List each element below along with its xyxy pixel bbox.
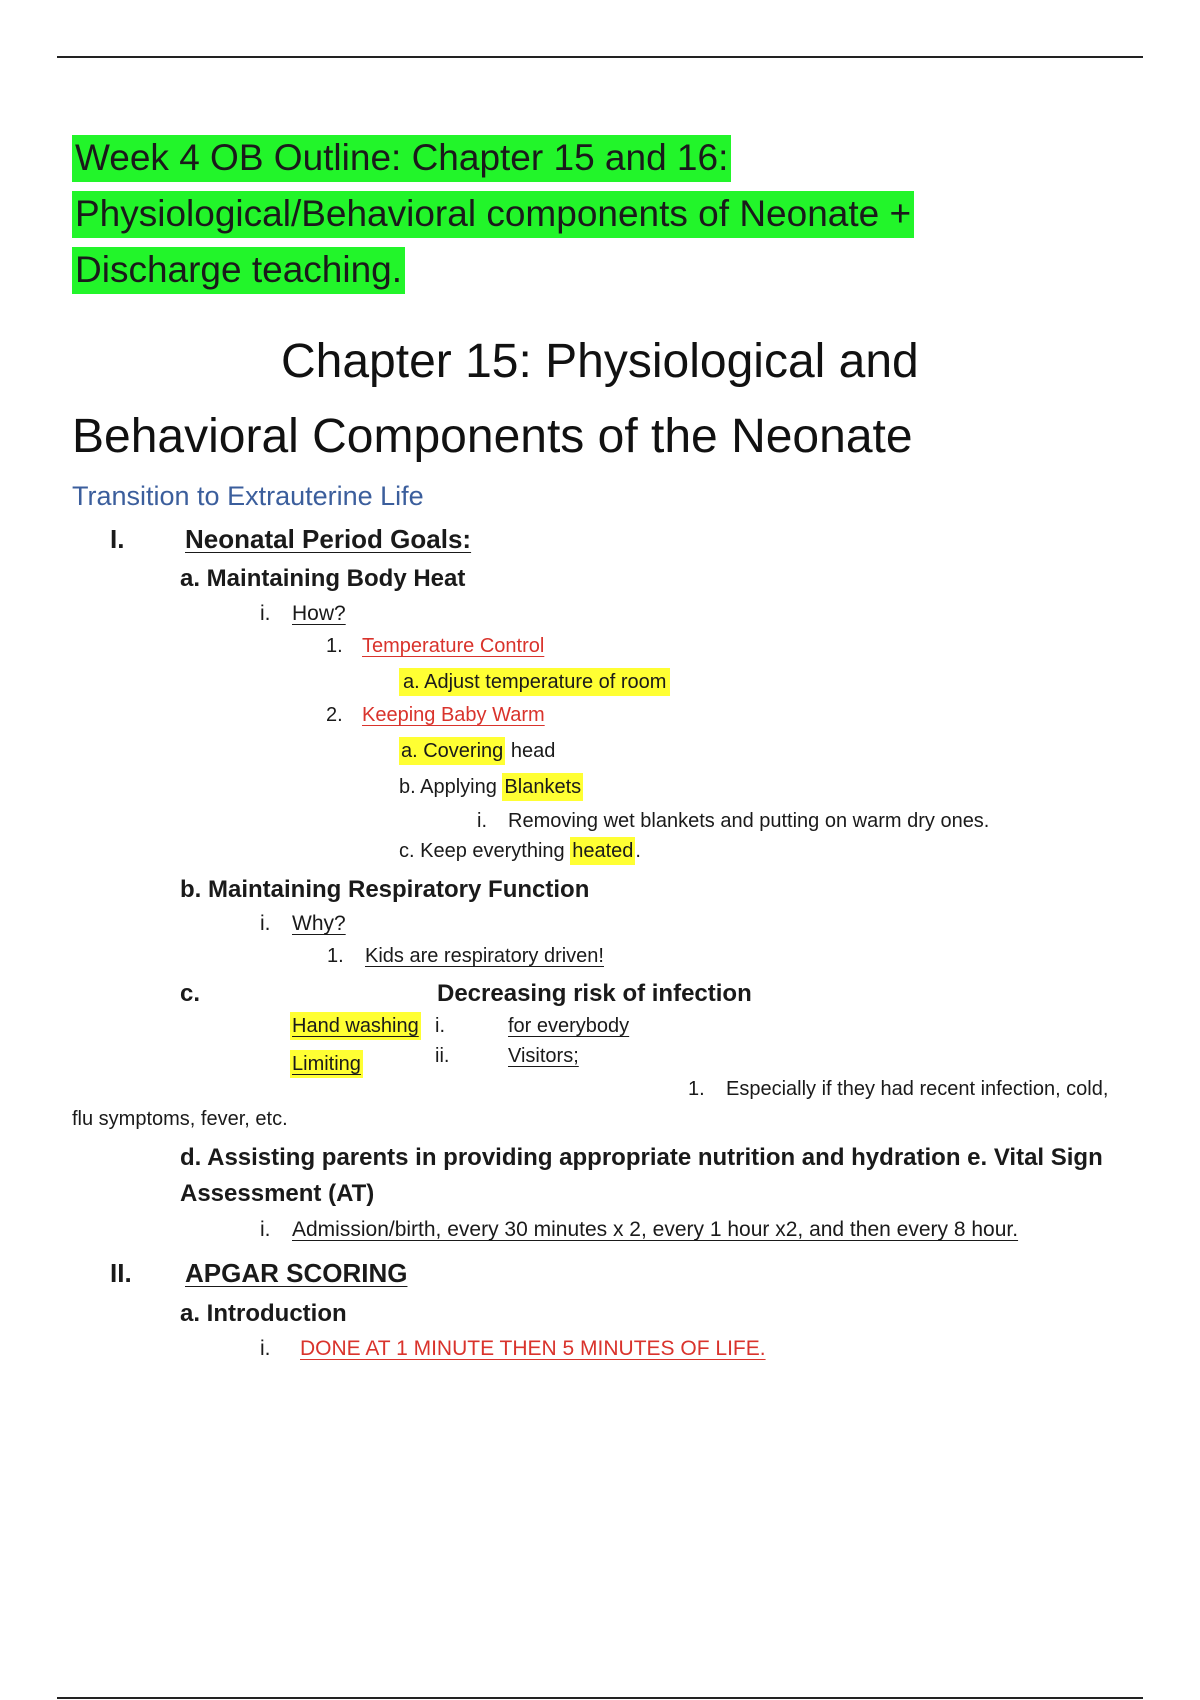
- apgar-a-title: a. Introduction: [180, 1300, 347, 1327]
- goal-a-i-text: How?: [292, 602, 346, 625]
- item-2b-i-text: Removing wet blankets and putting on warm dry ones.: [508, 810, 990, 832]
- goal-c-limit-text: Limiting: [290, 1050, 363, 1078]
- item-2c-suffix: .: [635, 840, 641, 862]
- goal-d-line-2: Assessment (AT): [180, 1180, 375, 1207]
- item-1-marker: 1.: [326, 635, 343, 657]
- goal-c-marker: c.: [180, 980, 201, 1007]
- bottom-rule: [57, 1697, 1143, 1699]
- goal-d-line-1: d. Assisting parents in providing appropriate nutrition and hydration e. Vital Sign: [180, 1144, 1103, 1171]
- goal-c-hand: [290, 1015, 421, 1038]
- item-1a: [399, 671, 670, 694]
- top-rule: [57, 56, 1143, 58]
- item-2c-highlight: heated: [570, 837, 635, 865]
- goal-c-ii-text: Visitors;: [508, 1045, 579, 1067]
- item-1a-text: a. Adjust temperature of room: [399, 668, 670, 696]
- goal-c-ii-1-marker: 1.: [688, 1078, 705, 1100]
- item-2a: [399, 740, 555, 763]
- goal-c-hand-text: Hand washing: [290, 1012, 421, 1040]
- goal-e-i-marker: i.: [260, 1218, 271, 1241]
- item-2-text: Keeping Baby Warm: [362, 704, 545, 726]
- section-2-numeral: II.: [110, 1258, 132, 1288]
- section-1-numeral: I.: [110, 524, 125, 554]
- item-2b-i-marker: i.: [477, 810, 487, 832]
- goal-c-title: Decreasing risk of infection: [437, 980, 752, 1007]
- goal-c-ii-marker: ii.: [435, 1045, 450, 1067]
- section-2-title: APGAR SCORING: [185, 1258, 408, 1288]
- title-line-2: Physiological/Behavioral components of Neonate +: [72, 191, 914, 238]
- goal-a-i-marker: i.: [260, 602, 271, 625]
- document-title: [72, 130, 914, 298]
- apgar-a-i-text: DONE AT 1 MINUTE THEN 5 MINUTES OF LIFE.: [300, 1337, 766, 1360]
- chapter-heading-line-2: Behavioral Components of the Neonate: [72, 410, 913, 463]
- goal-b-i-text: Why?: [292, 912, 346, 935]
- item-2b: [399, 776, 583, 799]
- item-2b-prefix: b. Applying: [399, 776, 503, 798]
- apgar-a-i-marker: i.: [260, 1337, 271, 1360]
- goal-c-limit: [290, 1053, 363, 1076]
- goal-b-1-marker: 1.: [327, 945, 344, 967]
- item-1-text: Temperature Control: [362, 635, 545, 657]
- title-line-1: Week 4 OB Outline: Chapter 15 and 16:: [72, 135, 731, 182]
- goal-c-i-marker: i.: [435, 1015, 445, 1037]
- title-line-3: Discharge teaching.: [72, 247, 405, 294]
- goal-c-ii-1-continued: flu symptoms, fever, etc.: [72, 1108, 288, 1130]
- goal-c-ii-1-text: Especially if they had recent infection, cold,: [726, 1078, 1109, 1100]
- goal-b-i-marker: i.: [260, 912, 271, 935]
- chapter-heading-line-1: Chapter 15: Physiological and: [281, 335, 919, 388]
- goal-b-title: b. Maintaining Respiratory Function: [180, 876, 590, 903]
- section-1-title: Neonatal Period Goals:: [185, 524, 472, 554]
- item-2b-highlight: Blankets: [502, 773, 583, 801]
- item-2a-highlight: a. Covering: [399, 737, 505, 765]
- goal-b-1-text: Kids are respiratory driven!: [365, 945, 604, 967]
- item-2a-rest: head: [505, 740, 556, 762]
- goal-e-i-text: Admission/birth, every 30 minutes x 2, every 1 hour x2, and then every 8 hour.: [292, 1218, 1019, 1241]
- goal-c-i-text: for everybody: [508, 1015, 630, 1037]
- item-2-marker: 2.: [326, 704, 343, 726]
- item-2c-prefix: c. Keep everything: [399, 840, 571, 862]
- item-2c: [399, 840, 641, 863]
- goal-a-title: a. Maintaining Body Heat: [180, 565, 466, 592]
- subheading: Transition to Extrauterine Life: [72, 481, 424, 511]
